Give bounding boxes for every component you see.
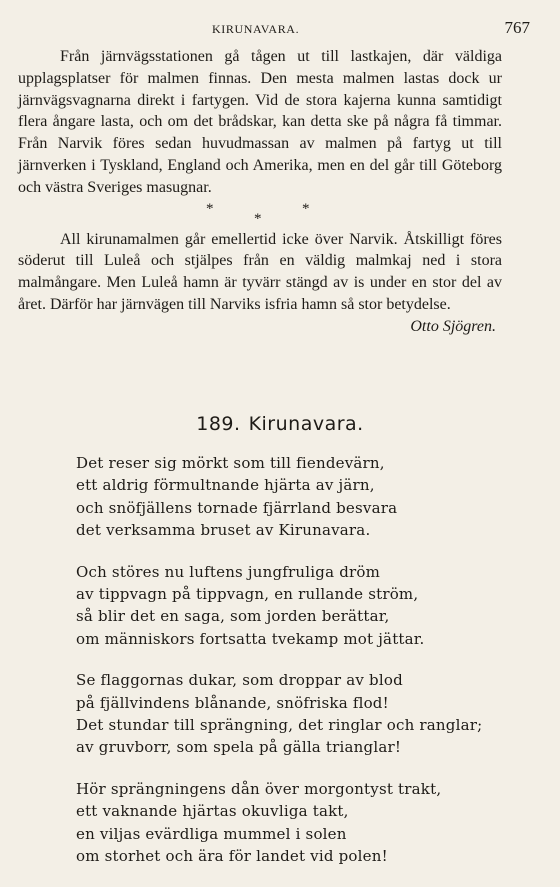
poem-line: av gruvborr, som spela på gälla trianglar!: [76, 738, 402, 757]
page-number: 767: [504, 18, 530, 37]
stanza: [76, 669, 516, 759]
poem-line: Hör sprängningens dån över morgontyst trakt,: [76, 779, 442, 798]
poem-line: Det stundar till sprängning, det ringlar och ranglar;: [76, 716, 483, 735]
poem-line: Och störes nu luftens jungfruliga dröm: [76, 562, 381, 581]
poem-number: 189.: [196, 413, 241, 435]
running-title: KIRUNAVARA.: [212, 22, 300, 36]
section-separator: [18, 199, 502, 229]
stanza: [76, 452, 516, 542]
prose-section: [18, 46, 502, 338]
poem-heading: [0, 413, 560, 435]
poem-line: det verksamma bruset av Kirunavara.: [76, 521, 371, 540]
stanza: [76, 778, 516, 868]
poem-line: om människors fortsatta tvekamp mot jättar.: [76, 629, 425, 648]
separator-asterisk: *: [302, 200, 310, 217]
poem-line: ett vaknande hjärtas okuvliga takt,: [76, 802, 349, 821]
poem-line: så blir det en saga, som jorden berättar,: [76, 607, 390, 626]
poem-line: ett aldrig förmultnande hjärta av järn,: [76, 476, 375, 495]
stanza: [76, 561, 516, 651]
poem-line: Se flaggornas dukar, som droppar av blod: [76, 671, 403, 690]
paragraph-1: Från järnvägsstationen gå tågen ut till lastkajen, där väldiga upplagsplatser för malmen finnas. Den mesta malmen lastas dock ur järnvägsvagnarna direkt i fartygen. Vid de stora kajerna kunna samtidigt flera ångare lasta, och om det brådskar, kan detta ske på några få timmar. Från Narvik föres sedan huvudmassan av malmen på fartyg ut till järnverken i Tyskland, England och Amerika, men en del går till Göteborg och västra Sveriges masugnar.: [18, 48, 502, 196]
separator-asterisk: *: [254, 210, 262, 227]
poem-line: och snöfjällens tornade fjärrland besvara: [76, 498, 398, 517]
author-signature: Otto Sjögren.: [410, 317, 496, 335]
poem-body: [76, 452, 516, 887]
poem-line: om storhet och ära för landet vid polen!: [76, 847, 388, 866]
poem-title: Kirunavara.: [248, 413, 364, 435]
poem-line: Det reser sig mörkt som till fiendevärn,: [76, 454, 385, 472]
poem-line: av tippvagn på tippvagn, en rullande ström,: [76, 585, 419, 604]
poem-line: en viljas evärdliga mummel i solen: [76, 824, 347, 843]
separator-asterisk: *: [206, 200, 214, 217]
poem-line: på fjällvindens blånande, snöfriska flod!: [76, 693, 389, 712]
paragraph-2: All kirunamalmen går emellertid icke över Narvik. Åtskilligt föres söderut till Luleå och stjälpes från en väldig malmkaj ned i stora malmångare. Men Luleå hamn är tyvärr stängd av is under en stor del av året. Därför har järnvägen till Narviks isfria hamn så stor betydelse.: [18, 230, 502, 313]
running-head: [0, 18, 560, 40]
